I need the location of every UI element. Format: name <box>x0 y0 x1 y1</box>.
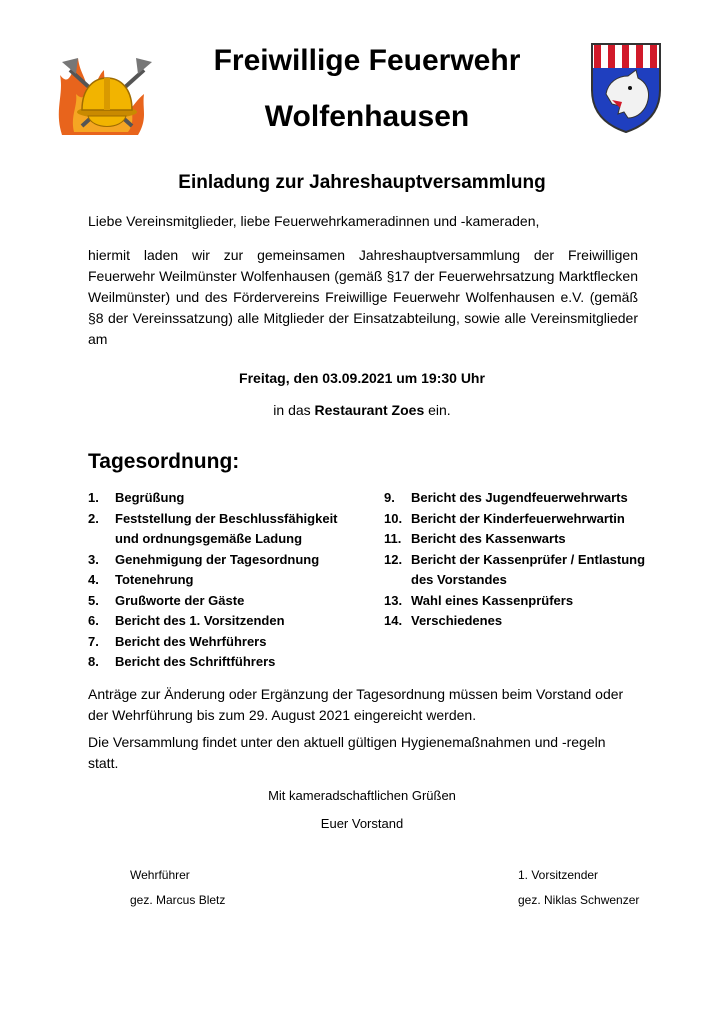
organization-title: Freiwillige Feuerwehr <box>213 44 521 77</box>
agenda-item-text: Bericht der Kinderfeuerwehrwartin <box>411 510 625 526</box>
agenda-item <box>384 591 654 612</box>
agenda-item <box>88 550 358 571</box>
agenda-item-text: Begrüßung <box>115 490 185 505</box>
agenda-item <box>384 509 654 530</box>
agenda-item-number: 4. <box>88 572 99 587</box>
organization-location: Wolfenhausen <box>264 100 470 133</box>
agenda-item <box>384 611 654 632</box>
agenda-item <box>384 529 654 550</box>
agenda-item <box>88 591 358 612</box>
amendments-note: Anträge zur Änderung oder Ergänzung der Tagesordnung müssen beim Vorstand oder der Wehrführung bis zum 29. August 2021 eingereicht werden. <box>88 686 624 723</box>
agenda-item-number: 2. <box>88 510 99 526</box>
agenda-item-text: Bericht des Wehrführers <box>115 633 267 649</box>
agenda-item <box>88 652 358 673</box>
venue-prefix: in das <box>273 402 315 418</box>
agenda-list-right <box>384 488 654 632</box>
agenda-item <box>88 570 358 591</box>
agenda-item-text: Totenehrung <box>115 572 194 587</box>
hygiene-note: Die Versammlung findet unter den aktuell gültigen Hygienemaßnahmen und -regeln statt. <box>88 734 606 771</box>
agenda-item-number: 8. <box>88 654 99 669</box>
agenda-item <box>384 488 654 509</box>
signature-left-role: Wehrführer <box>130 868 190 882</box>
meeting-venue <box>0 402 724 418</box>
agenda-item-number: 6. <box>88 613 99 628</box>
closing-regards: Mit kameradschaftlichen Grüßen <box>268 788 456 803</box>
agenda-item <box>88 488 358 509</box>
agenda-item <box>88 509 358 550</box>
agenda-item-number: 10. <box>384 510 403 526</box>
agenda-item-text: Wahl eines Kassenprüfers <box>411 592 574 608</box>
agenda-item-number: 1. <box>88 490 99 505</box>
agenda-item-number: 3. <box>88 551 99 567</box>
agenda-item-text: Bericht des Jugendfeuerwehrwarts <box>411 490 628 505</box>
agenda-title: Tagesordnung: <box>88 450 240 473</box>
meeting-datetime: Freitag, den 03.09.2021 um 19:30 Uhr <box>239 370 485 386</box>
invitation-paragraph: hiermit laden wir zur gemeinsamen Jahreshauptversammlung der Freiwilligen Feuerwehr Weilmünster Wolfenhausen (gemäß §17 der Feuerwehrsatzung Marktflecken Weilmünster) und des Fördervereins Freiwillige Feuerwehr Wolfenhausen e.V. (gemäß §8 der Vereinssatzung) alle Mitglieder der Einsatzabteilung, sowie alle Vereinsmitglieder am <box>88 247 638 347</box>
agenda-item-number: 9. <box>384 490 395 505</box>
agenda-item-number: 11. <box>384 531 402 546</box>
agenda-item-text: Bericht des 1. Vorsitzenden <box>115 613 285 628</box>
agenda-item <box>88 632 358 653</box>
agenda-item-text: Bericht des Schriftführers <box>115 654 276 669</box>
signature-right-role: 1. Vorsitzender <box>518 868 599 882</box>
signature-left-name: gez. Marcus Bletz <box>130 893 226 907</box>
letter-heading: Einladung zur Jahreshauptversammlung <box>178 172 546 193</box>
agenda-item-number: 14. <box>384 613 403 628</box>
agenda-item <box>88 611 358 632</box>
agenda-item-number: 5. <box>88 592 99 608</box>
agenda-item-text: Feststellung der Beschlussfähigkeit und ordnungsgemäße Ladung <box>115 510 338 546</box>
agenda-item-text: Genehmigung der Tagesordnung <box>115 551 320 567</box>
agenda-item-text: Verschiedenes <box>411 613 503 628</box>
greeting-paragraph: Liebe Vereinsmitglieder, liebe Feuerwehrkameradinnen und -kameraden, <box>88 213 540 229</box>
agenda-item-text: Bericht der Kassenprüfer / Entlastung des Vorstandes <box>411 551 646 587</box>
agenda-list-left <box>88 488 358 673</box>
agenda-item <box>384 550 654 591</box>
agenda-item-text: Grußworte der Gäste <box>115 592 245 608</box>
agenda-item-text: Bericht des Kassenwarts <box>411 531 566 546</box>
signature-right-name: gez. Niklas Schwenzer <box>518 893 640 907</box>
venue-suffix: ein. <box>424 402 451 418</box>
closing-sender: Euer Vorstand <box>320 816 404 831</box>
agenda-item-number: 13. <box>384 592 403 608</box>
agenda-item-number: 12. <box>384 551 403 567</box>
agenda-item-number: 7. <box>88 633 99 649</box>
venue-name: Restaurant Zoes <box>314 402 425 418</box>
